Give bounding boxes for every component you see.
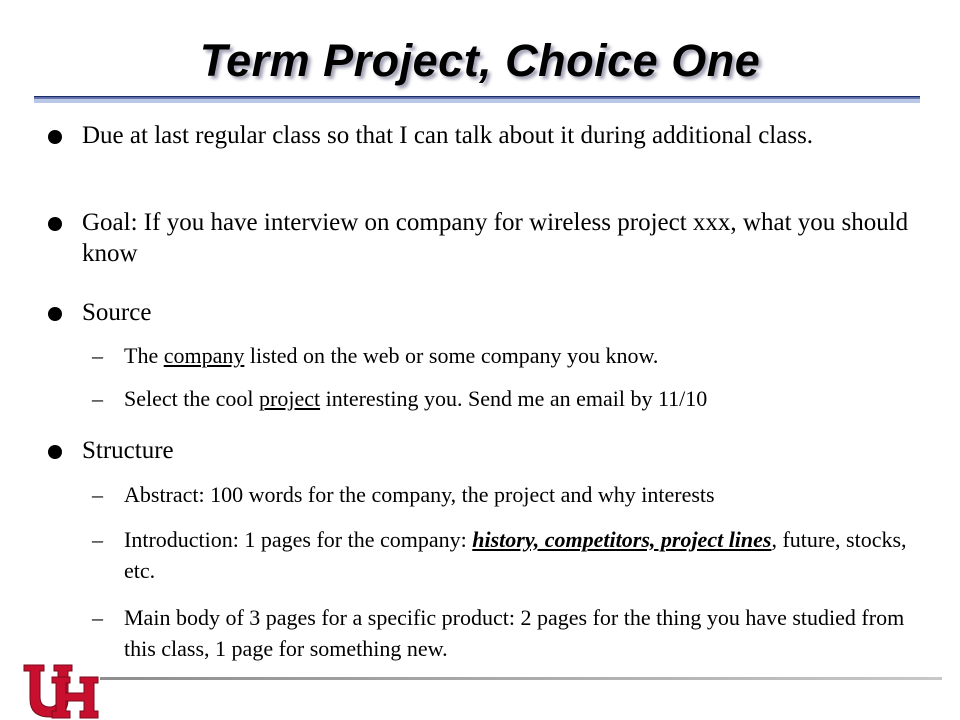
bullet-dot [48, 217, 62, 231]
company-link[interactable]: company [163, 343, 245, 368]
emphasis-text: history, competitors, project lines [472, 527, 772, 552]
university-of-houston-logo-icon [22, 663, 100, 720]
bullet-text: Due at last regular class so that I can talk about it during additional class. [82, 122, 814, 149]
sub-text-after: listed on the web or some company you know. [244, 343, 659, 368]
slide-title: Term Project, Choice One [199, 35, 761, 86]
sub-dash: – [92, 605, 103, 630]
sub-dash: – [92, 527, 103, 552]
sub-text-after: , future, stocks, etc. [124, 527, 907, 583]
bullet-dot [48, 130, 62, 144]
sub-text: Main body of 3 pages for a specific product: 2 pages for the thing you have studied from this class, 1 page for something new. [124, 605, 905, 661]
bullet-text: Source [82, 299, 152, 326]
sub-text [124, 383, 932, 414]
sub-text [124, 524, 932, 586]
bullet-dot [48, 445, 62, 459]
sub-text: Abstract: 100 words for the company, the project and why interests [124, 482, 715, 507]
sub-text-before: The [124, 343, 164, 368]
sub-text [124, 340, 932, 371]
sub-text-after: interesting you. Send me an email by 11/10 [320, 386, 708, 411]
sub-text-before: Select the cool [124, 386, 260, 411]
project-link[interactable]: project [259, 386, 321, 411]
bullet-text: Goal: If you have interview on company for wireless project xxx, what you should know [82, 209, 909, 267]
sub-text-before: Introduction: 1 pages for the company: [124, 527, 473, 552]
bullet-dot [48, 307, 62, 321]
bullet-text: Structure [82, 437, 174, 464]
sub-dash: – [92, 386, 103, 411]
title-underline-highlight [34, 97, 920, 98]
footer-rule [100, 677, 942, 680]
sub-dash: – [92, 343, 103, 368]
sub-dash: – [92, 482, 103, 507]
